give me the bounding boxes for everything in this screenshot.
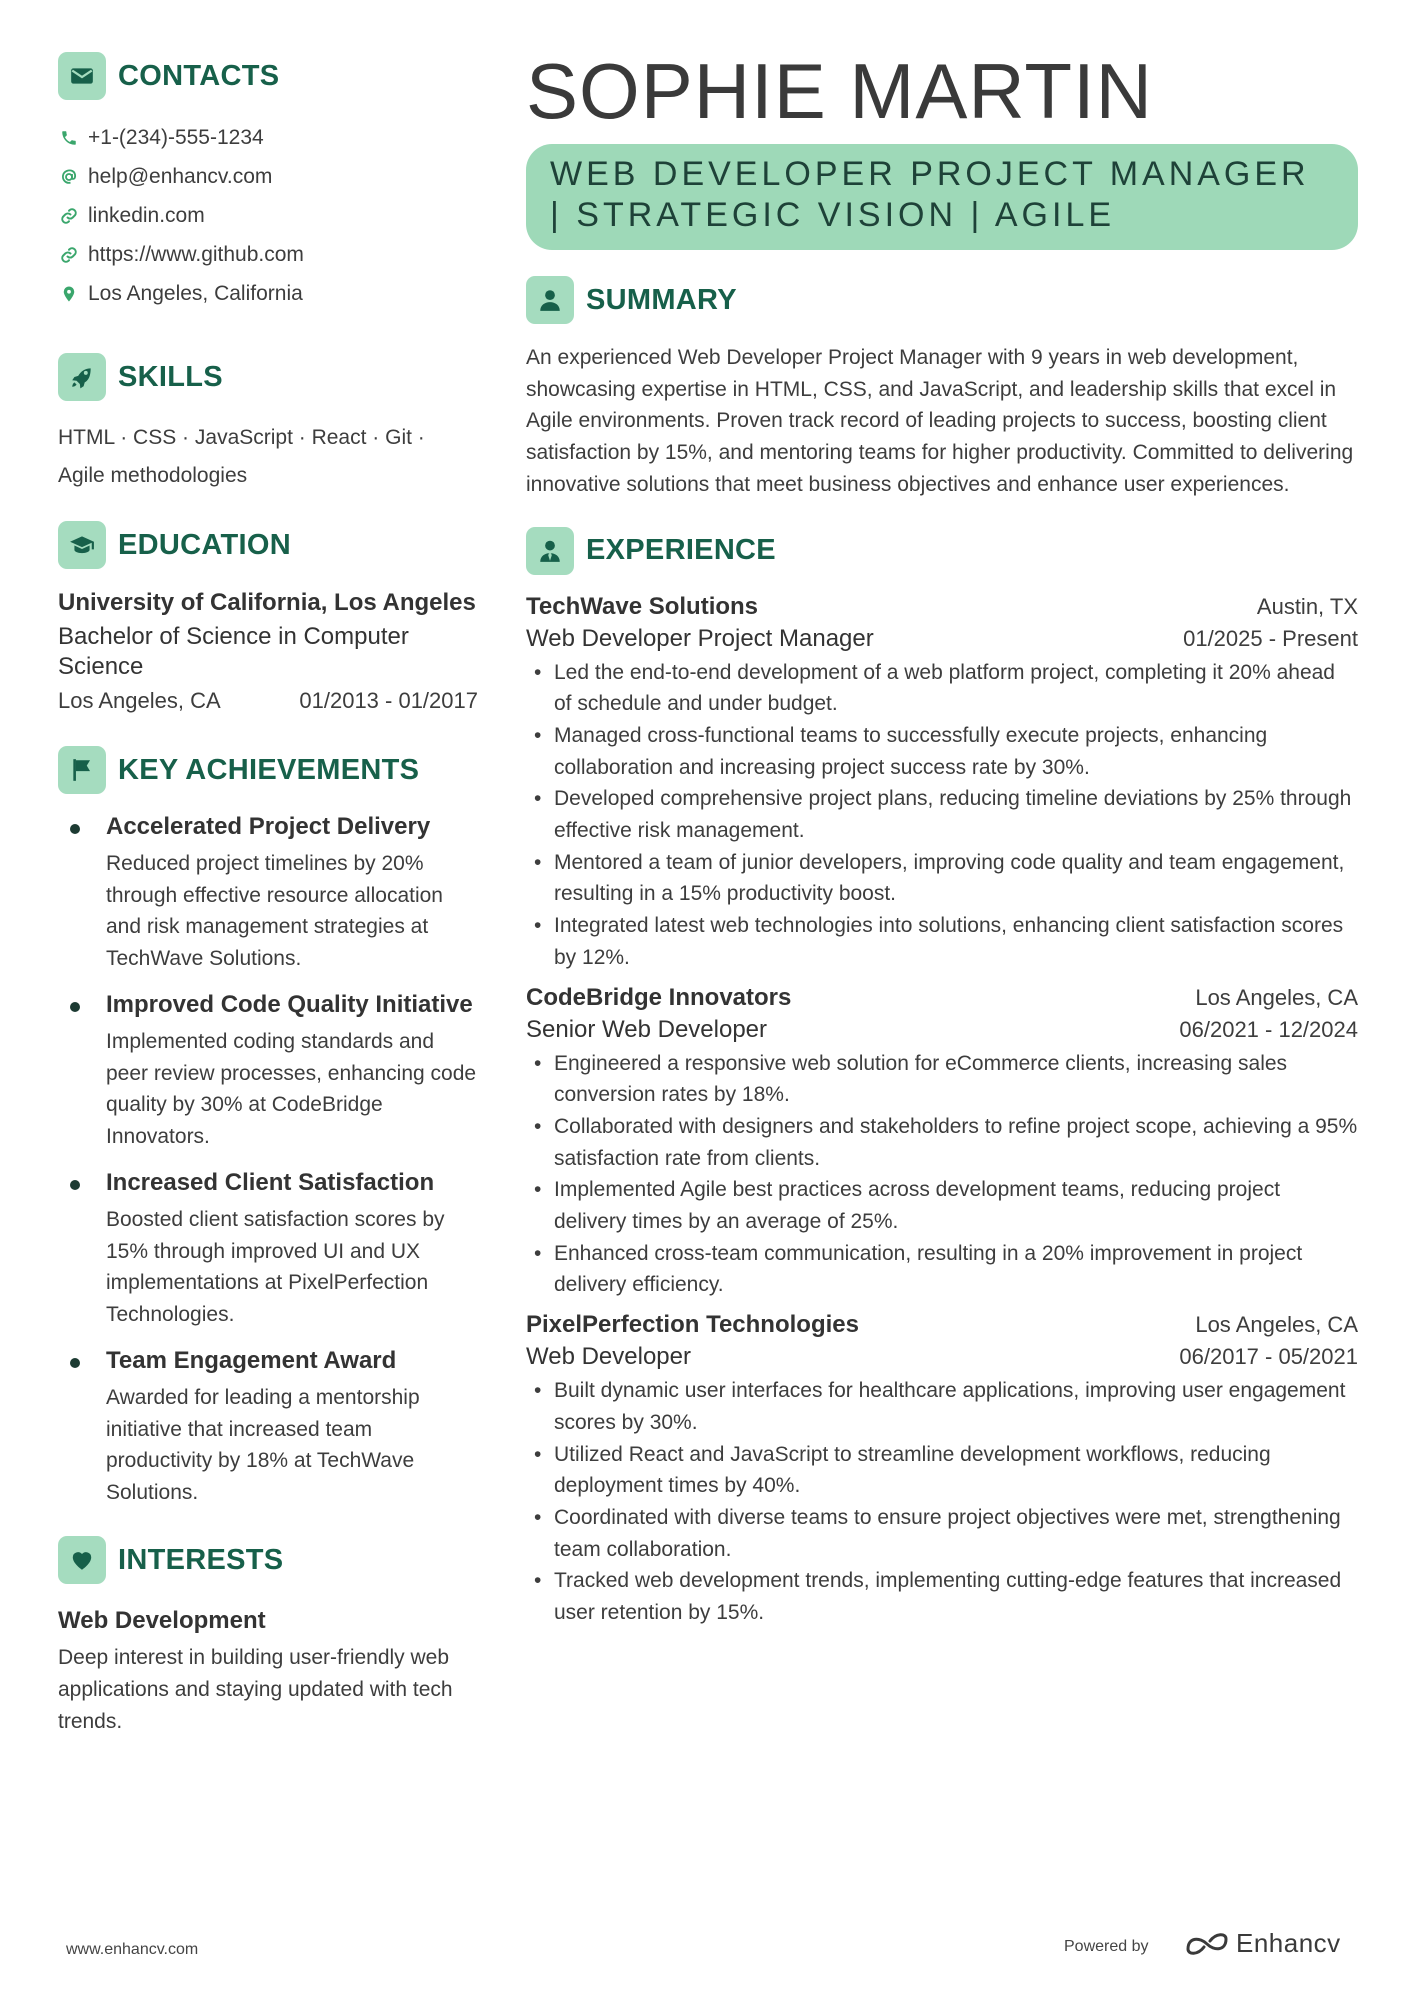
achievement-item [58, 990, 478, 1152]
interest-desc: Deep interest in building user-friendly web applications and staying updated with tech trends. [58, 1646, 453, 1733]
achievements-section [58, 746, 478, 1508]
job-bullet: • Developed comprehensive project plans, reducing timeline deviations by 25% through effective risk management. [526, 783, 1358, 846]
achievement-item [58, 812, 478, 974]
job-role: Web Developer [526, 1343, 691, 1371]
interests-header [58, 1536, 478, 1584]
at-icon [58, 168, 80, 186]
achievement-desc: Awarded for leading a mentorship initiative that increased team productivity by 18% at TechWave Solutions. [106, 1386, 420, 1504]
job-subheader [526, 1343, 1358, 1371]
education-title: EDUCATION [118, 528, 291, 561]
contact-linkedin [58, 196, 478, 235]
contact-linkedin-text[interactable]: linkedin.com [88, 203, 205, 227]
job-bullet: • Led the end-to-end development of a web platform project, completing it 20% ahead of schedule and under budget. [526, 657, 1358, 720]
link-icon [58, 246, 80, 264]
bullet-dot [70, 1002, 80, 1012]
bullet-dot [70, 1180, 80, 1190]
education-location: Los Angeles, CA [58, 688, 221, 713]
job-bullet: • Enhanced cross-team communication, resulting in a 20% improvement in project delivery efficiency. [526, 1238, 1358, 1301]
job-header [526, 1311, 1358, 1339]
skills-list [58, 419, 478, 495]
job-bullet: • Mentored a team of junior developers, improving code quality and team engagement, resulting in a 15% productivity boost. [526, 847, 1358, 910]
job-subheader [526, 1016, 1358, 1044]
envelope-icon [58, 52, 106, 100]
achievement-desc: Implemented coding standards and peer review processes, enhancing code quality by 30% at CodeBridge Innovators. [106, 1030, 477, 1148]
job-role: Web Developer Project Manager [526, 624, 874, 652]
achievement-title: Improved Code Quality Initiative [106, 991, 473, 1018]
contact-github-text[interactable]: https://www.github.com [88, 242, 304, 266]
achievement-title: Team Engagement Award [106, 1347, 397, 1374]
headline-banner: WEB DEVELOPER PROJECT MANAGER | STRATEGIC VISION | AGILE [526, 144, 1358, 250]
job-location: Los Angeles, CA [1195, 984, 1358, 1010]
summary-header [526, 276, 1358, 324]
skills-section [58, 353, 478, 495]
contact-location-text: Los Angeles, California [88, 281, 303, 305]
contact-github [58, 235, 478, 274]
education-degree: Bachelor of Science in Computer Science [58, 623, 409, 680]
phone-icon [58, 129, 80, 147]
achievement-title: Increased Client Satisfaction [106, 1169, 435, 1196]
skills-line: HTML · CSS · JavaScript · React · Git · [58, 426, 425, 449]
contact-phone-text[interactable]: +1-(234)-555-1234 [88, 125, 264, 149]
skills-line: Agile methodologies [58, 464, 248, 487]
job-entry [526, 1311, 1358, 1629]
achievement-desc: Boosted client satisfaction scores by 15% through improved UI and UX implementations at PixelPerfection Technologies. [106, 1208, 445, 1326]
candidate-name: SOPHIE MARTIN [526, 47, 1153, 135]
job-bullets [526, 657, 1358, 974]
heart-icon [58, 1536, 106, 1584]
job-company: PixelPerfection Technologies [526, 1311, 859, 1339]
bullet-dot [70, 1358, 80, 1368]
job-dates: 01/2025 - Present [1183, 625, 1358, 651]
interests-title: INTERESTS [118, 1543, 284, 1576]
education-school: University of California, Los Angeles [58, 589, 476, 616]
job-bullet: • Utilized React and JavaScript to streamline development workflows, reducing deployment times by 40%. [526, 1439, 1358, 1502]
job-company: CodeBridge Innovators [526, 983, 792, 1011]
job-bullet: • Collaborated with designers and stakeholders to refine project scope, achieving a 95% satisfaction rate from clients. [526, 1111, 1358, 1174]
enhancv-logo-icon [1184, 1929, 1230, 1959]
education-section [58, 521, 478, 714]
graduation-cap-icon [58, 521, 106, 569]
job-bullet: • Coordinated with diverse teams to ensure project objectives were met, strengthening team collaboration. [526, 1502, 1358, 1565]
person-icon [526, 276, 574, 324]
job-header [526, 593, 1358, 621]
job-bullet: • Implemented Agile best practices across development teams, reducing project delivery times by an average of 25%. [526, 1174, 1358, 1237]
achievements-header [58, 746, 478, 794]
contacts-title: CONTACTS [118, 59, 280, 92]
job-bullet: • Built dynamic user interfaces for healthcare applications, improving user engagement scores by 30%. [526, 1375, 1358, 1438]
footer-powered-by: Powered by [1064, 1938, 1149, 1955]
achievement-desc: Reduced project timelines by 20% through effective resource allocation and risk management strategies at TechWave Solutions. [106, 852, 443, 970]
job-company: TechWave Solutions [526, 592, 759, 620]
job-bullet: • Integrated latest web technologies into solutions, enhancing client satisfaction scores by 12%. [526, 910, 1358, 973]
job-bullet: • Engineered a responsive web solution for eCommerce clients, increasing sales conversion rates by 18%. [526, 1048, 1358, 1111]
bullet-dot [70, 824, 80, 834]
flag-icon [58, 746, 106, 794]
education-meta [58, 688, 478, 714]
rocket-icon [58, 353, 106, 401]
education-dates: 01/2013 - 01/2017 [299, 688, 478, 713]
achievement-title: Accelerated Project Delivery [106, 813, 431, 840]
summary-section [526, 276, 1358, 501]
achievement-item [58, 1168, 478, 1330]
job-location: Austin, TX [1256, 593, 1358, 619]
footer-logo[interactable] [1184, 1928, 1341, 1959]
job-bullets [526, 1048, 1358, 1302]
skills-title: SKILLS [118, 360, 223, 393]
job-dates: 06/2021 - 12/2024 [1179, 1016, 1358, 1042]
job-bullets [526, 1375, 1358, 1629]
contact-list [58, 118, 478, 313]
link-icon [58, 207, 80, 225]
job-entry [526, 984, 1358, 1302]
contact-email-text[interactable]: help@enhancv.com [88, 164, 273, 188]
job-bullet: • Managed cross-functional teams to successfully execute projects, enhancing collaboration and increasing project success rate by 30%. [526, 720, 1358, 783]
left-column [58, 52, 478, 1738]
contact-phone [58, 118, 478, 157]
right-column [526, 48, 1358, 1639]
job-location: Los Angeles, CA [1195, 1312, 1358, 1338]
interest-title: Web Development [58, 1607, 266, 1634]
experience-section [526, 527, 1358, 1629]
job-header [526, 984, 1358, 1012]
business-person-icon [526, 527, 574, 575]
location-icon [58, 285, 80, 303]
education-header [58, 521, 478, 569]
job-dates: 06/2017 - 05/2021 [1179, 1344, 1358, 1370]
footer-brand: Enhancv [1236, 1928, 1341, 1958]
experience-title: EXPERIENCE [586, 534, 776, 567]
job-subheader [526, 625, 1358, 653]
summary-text: An experienced Web Developer Project Manager with 9 years in web development, showcasing expertise in HTML, CSS, and JavaScript, and leadership skills that excel in Agile environments. Proven track record of leading projects to success, boosting client satisfaction by 15%, and mentoring teams for higher productivity. Committed to delivering innovative solutions that meet business objectives and enhance user experiences. [526, 346, 1354, 496]
contacts-section [58, 52, 478, 313]
skills-header [58, 353, 478, 401]
contact-email [58, 157, 478, 196]
achievement-item [58, 1346, 478, 1508]
job-role: Senior Web Developer [526, 1015, 768, 1043]
job-entry [526, 593, 1358, 974]
experience-header [526, 527, 1358, 575]
interests-section [58, 1536, 478, 1738]
summary-title: SUMMARY [586, 283, 737, 316]
contacts-header [58, 52, 478, 100]
contact-location [58, 274, 478, 313]
footer-url[interactable]: www.enhancv.com [66, 1941, 199, 1958]
achievements-title: KEY ACHIEVEMENTS [118, 753, 420, 786]
job-bullet: • Tracked web development trends, implementing cutting-edge features that increased user retention by 15%. [526, 1565, 1358, 1628]
